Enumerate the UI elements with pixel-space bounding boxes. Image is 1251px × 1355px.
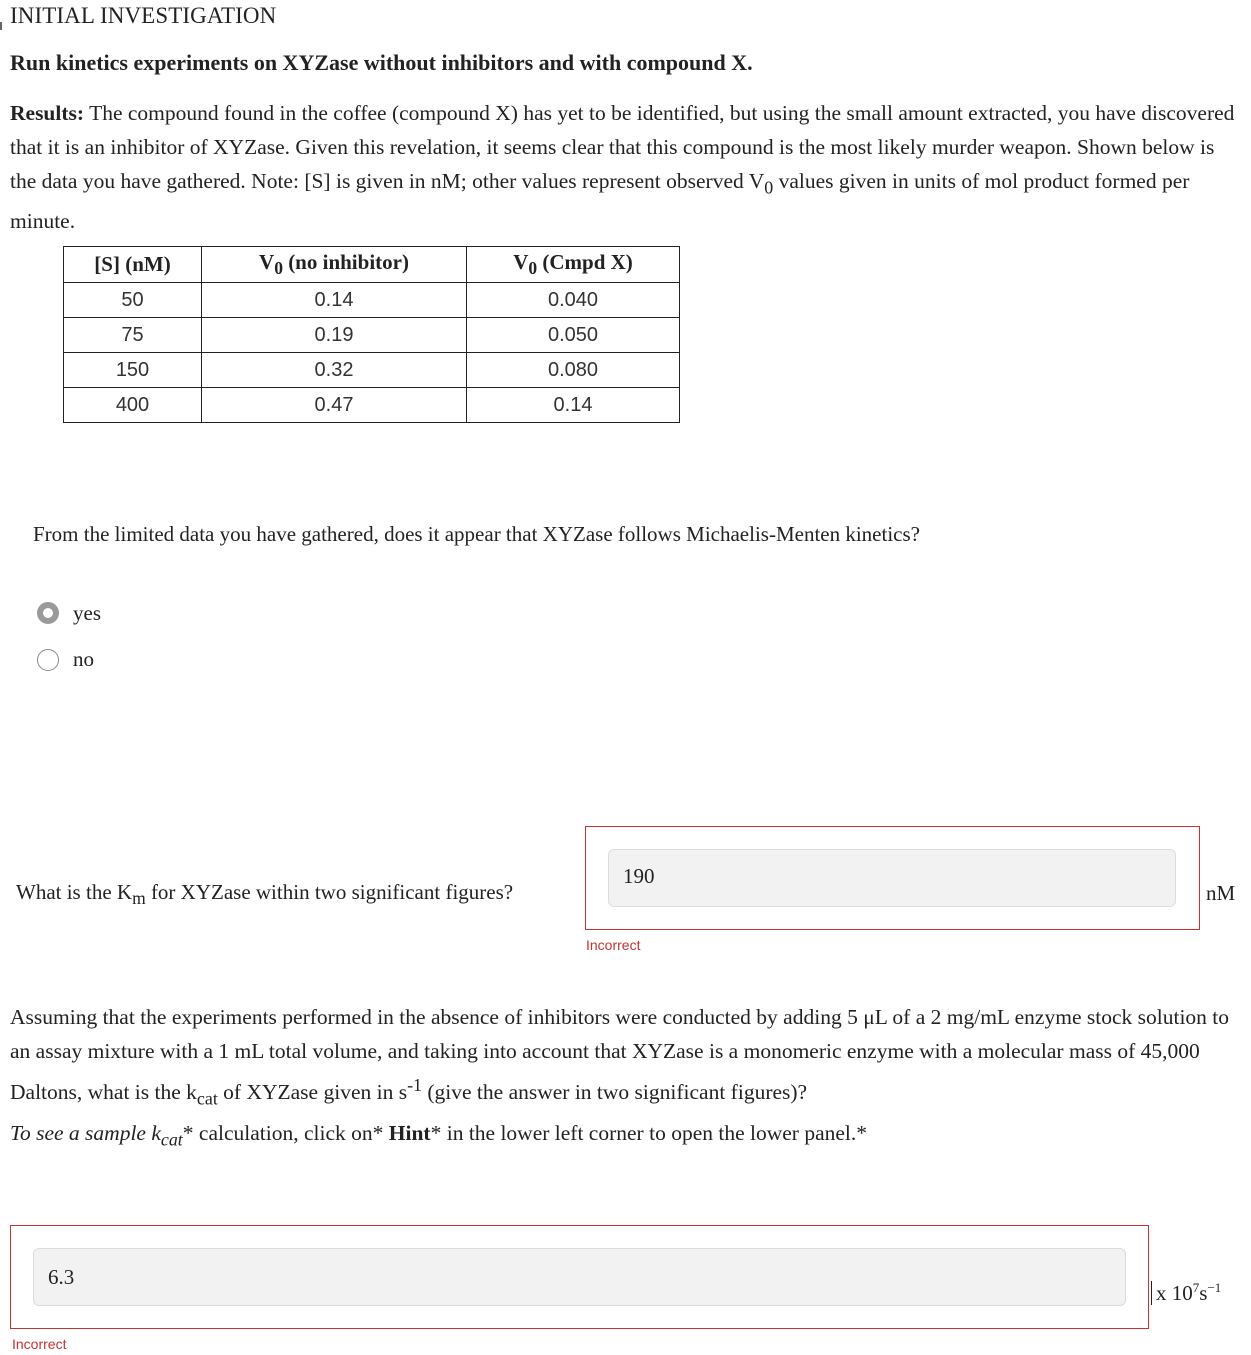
km-input[interactable]: 190: [608, 849, 1176, 907]
table-row: [64, 388, 680, 423]
section-heading: INITIAL INVESTIGATION: [10, 3, 277, 28]
kcat-answer-box: [10, 1225, 1149, 1329]
kcat-hint-text: To see a sample $k_{cat}*$ calculation, click on* Hint* in the lower left corner to open the lower panel.*: [10, 1121, 868, 1150]
table-row: [64, 283, 680, 318]
header-v0-no-inhibitor: $V_0$ (no inhibitor): [202, 247, 467, 283]
kcat-input[interactable]: 6.3: [33, 1248, 1126, 1306]
radio-yes[interactable]: [37, 602, 59, 624]
kcat-unit: x $10^7s^{-1}$: [1156, 1280, 1222, 1305]
radio-yes-label[interactable]: yes: [73, 601, 101, 625]
q3-prompt: Assuming that the experiments performed in the absence of inhibitors were conducted by adding 5 μL of a 2 mg/mL enzyme stock solution to an assay mixture with a 1 mL total volume, and taking into account that XYZase is a monomeric enzyme with a molecular mass of 45,000 Daltons, what is the $k_{cat}$ of XYZase given in $s^{-1}$ (give the answer in two significant figures)?: [10, 1005, 1230, 1109]
km-status: Incorrect: [586, 937, 641, 953]
table-cell: 0.19: [202, 318, 467, 353]
table-cell: 0.14: [467, 388, 680, 423]
kcat-status: Incorrect: [12, 1336, 67, 1352]
table-cell: 75: [64, 318, 202, 353]
results-text-end: values given in units of mol product formed per minute.: [10, 169, 1190, 234]
header-substrate: [S] (nM): [64, 247, 202, 283]
left-edge-marker: [0, 22, 2, 30]
radio-no-label[interactable]: no: [73, 647, 94, 671]
table-row: [64, 353, 680, 388]
km-unit: nM: [1206, 881, 1236, 905]
table-cell: 50: [64, 283, 202, 318]
table-row: [64, 318, 680, 353]
table-cell: 0.32: [202, 353, 467, 388]
table-header-row: [64, 247, 680, 283]
kinetics-table: [63, 246, 680, 423]
table-cell: 400: [64, 388, 202, 423]
table-cell: 0.14: [202, 283, 467, 318]
results-text: The compound found in the coffee (compound X) has yet to be identified, but using the small amount extracted, you have discovered that it is an inhibitor of XYZase. Given this revelation, it seems clear that this compound is the most likely murder weapon. Shown below is the data you have gathered. Note: [S] is given in nM; other values represent observed V: [10, 101, 1235, 193]
table-cell: 0.040: [467, 283, 680, 318]
table-cell: 0.47: [202, 388, 467, 423]
header-v0-cmpd-x: $V_0$ (Cmpd X): [467, 247, 680, 283]
results-subscript: 0: [764, 177, 774, 198]
task-subheading: Run kinetics experiments on XYZase without inhibitors and with compound X.: [10, 50, 753, 75]
q2-prompt: What is the $K_m$ for XYZase within two significant figures?: [16, 880, 514, 909]
table-cell: 150: [64, 353, 202, 388]
km-answer-box: [585, 826, 1200, 930]
results-paragraph: [10, 96, 1238, 238]
table-cell: 0.050: [467, 318, 680, 353]
results-label: Results:: [10, 101, 85, 125]
q1-prompt: From the limited data you have gathered, does it appear that XYZase follows Michaelis-Menten kinetics?: [33, 522, 920, 546]
table-cell: 0.080: [467, 353, 680, 388]
kcat-unit-divider: [1151, 1281, 1152, 1305]
radio-no[interactable]: [37, 649, 59, 671]
